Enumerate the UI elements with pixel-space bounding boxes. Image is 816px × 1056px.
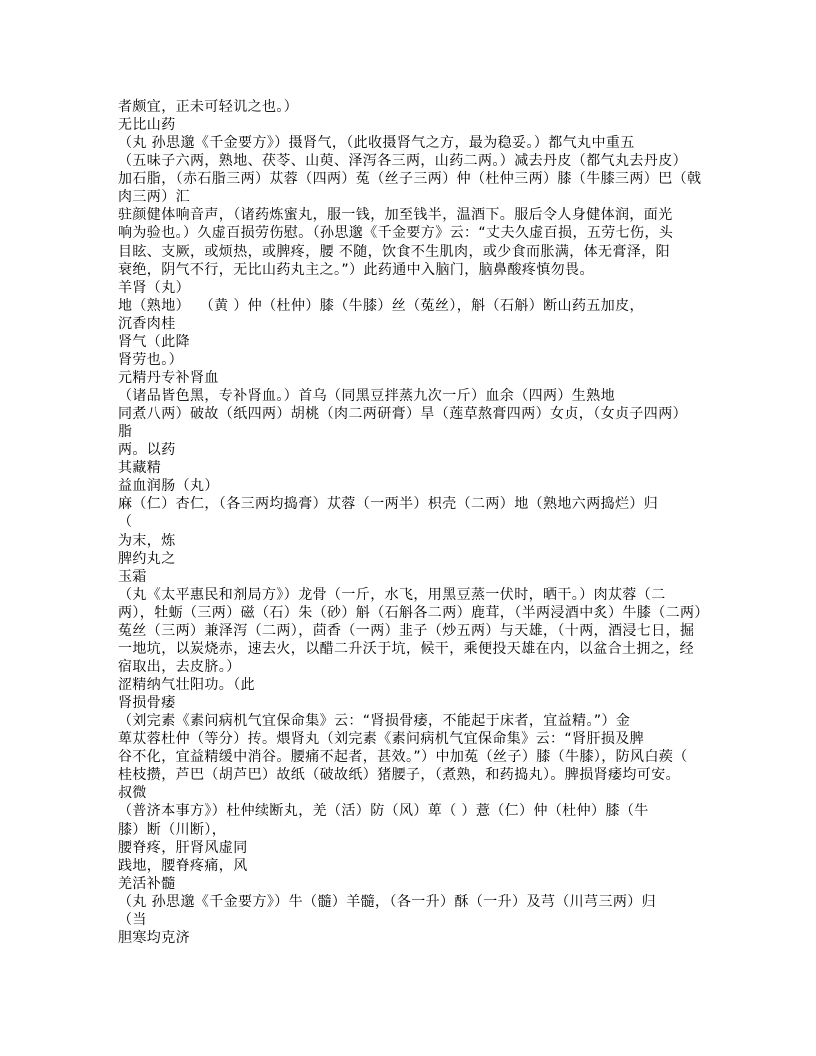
document-body — [118, 98, 718, 947]
text-line: 目眩、支厥，或烦热，或脾疼，腰 不随，饮食不生肌肉，或少食而胀满，体无膏泽，阳 — [118, 243, 671, 260]
text-line: 桂枝攒，芦巴（胡芦巴）故纸（破故纸）猪腰子，（煮熟，和药捣丸）。脾损肾痿均可安。 — [118, 767, 680, 784]
section-heading-yixue-runchang: 益血润肠（丸） — [118, 478, 219, 495]
text-line: 其藏精 — [118, 460, 162, 477]
text-line: 同煮八两）破故（纸四两）胡桃（肉二两研膏）旱（莲草熬膏四两）女贞，（女贞子四两） — [118, 406, 687, 423]
text-line: 菟丝（三两）兼泽泻（二两），茴香（一两）韭子（炒五两）与天雄，（十两，酒浸七日，掘 — [118, 622, 695, 639]
text-line: 响为验也。）久虚百损劳伤慰。（孙思邈《千金要方》云：“丈夫久虚百损，五劳七伤，头 — [118, 225, 674, 242]
text-line: 肾劳也。） — [118, 351, 183, 368]
text-line: 谷不化，宜益精缓中消谷。腰痛不起者，甚效。”）中加菟（丝子）膝（牛膝），防风白蒺（ — [118, 749, 688, 766]
text-line: 胆寒均克济 — [118, 929, 190, 946]
text-line: （丸 孙思邈《千金要方》）牛（髓）羊髓，（各一升）酥（一升）及芎（川芎三两）归 — [118, 893, 657, 910]
text-line: 衰绝，阴气不行，无比山药丸主之。”）此药通中入脑门，脑鼻酸疼慎勿畏。 — [118, 261, 594, 278]
text-line: （五味子六两，熟地、茯苓、山萸、泽泻各三两，山药二两。）减去丹皮（都气丸去丹皮） — [118, 153, 687, 170]
text-line: 脂 — [118, 424, 133, 441]
section-heading-yuanjingdan: 元精丹专补肾血 — [118, 369, 219, 386]
text-line: 地（熟地） （黄 ）仲（杜仲）膝（牛膝）丝（菟丝），斛（石斛）断山药五加皮， — [118, 297, 644, 314]
text-line: 宿取出，去皮脐。） — [118, 658, 241, 675]
text-line: 驻颜健体响音声，（诸药炼蜜丸，服一钱，加至钱半，温酒下。服后令人身健体润，面光 — [118, 207, 673, 224]
text-line: （刘完素《素问病机气宜保命集》云：“肾损骨痿，不能起于床者，宜益精。”）金 — [118, 713, 631, 730]
text-line: 为末，炼 — [118, 532, 176, 549]
section-heading-wubi-shanyao: 无比山药 — [118, 117, 176, 134]
text-line: 沉香肉桂 — [118, 315, 176, 332]
text-line: 两。以药 — [118, 442, 176, 459]
text-line: （普济本事方》）杜仲续断丸，羌（活）防（风）萆（ ）薏（仁）仲（杜仲）膝（牛 — [118, 803, 649, 820]
text-line: 两），牡蛎（三两）磁（石）朱（砂）斛（石斛各二两）鹿茸，（半两浸酒中炙）牛膝（二两） — [118, 604, 709, 621]
text-line: 叔微 — [118, 785, 147, 802]
text-line: 脾约丸之 — [118, 550, 176, 567]
text-line: 一地坑，以炭烧赤，速去火，以醋二升沃于坑，候干，乘便投天雄在内，以盆合土拥之，经 — [118, 640, 694, 657]
text-line: 腰脊疼，肝肾风虚同 — [118, 839, 248, 856]
text-line: （丸《太平惠民和剂局方》）龙骨（一斤，水飞，用黑豆蒸一伏时，晒干。）肉苁蓉（二 — [118, 586, 666, 603]
text-line: 加石脂，（赤石脂三两）苁蓉（四两）菟（丝子三两）仲（杜仲三两）膝（牛膝三两）巴（戟 — [118, 171, 702, 188]
text-line: 者颇宜，正未可轻讥之也。） — [118, 99, 299, 115]
section-heading-qianghuo-busui: 羌活补髓 — [118, 875, 176, 892]
text-line: 肉三两）汇 — [118, 189, 190, 206]
text-line: （ — [118, 514, 133, 531]
text-line: （丸 孙思邈《千金要方》）摄肾气，（此收摄肾气之方，最为稳妥。）都气丸中重五 — [118, 135, 635, 152]
section-heading-shensun-guwei: 肾损骨痿 — [118, 695, 176, 712]
section-heading-yushuang: 玉霜 — [118, 568, 147, 585]
text-line: 肾气（此降 — [118, 333, 190, 350]
text-line: 涩精纳气壮阳功。（此 — [118, 677, 255, 693]
text-line: （诸品皆色黑，专补肾血。）首乌（同黑豆拌蒸九次一斤）血余（四两）生熟地 — [118, 388, 615, 404]
text-line: 践地，腰脊疼痛，风 — [118, 857, 248, 874]
text-line: 萆苁蓉杜仲（等分）抟。煨肾丸（刘完素《素问病机气宜保命集》云：“肾肝损及脾 — [118, 731, 645, 748]
text-line: （当 — [118, 911, 147, 928]
section-heading-yangshen: 羊肾（丸） — [118, 279, 190, 296]
text-line: 膝）断（川断）， — [118, 821, 227, 838]
text-line: 麻（仁）杏仁，（各三两均捣膏）苁蓉（一两半）枳壳（二两）地（熟地六两捣烂）归 — [118, 496, 659, 513]
